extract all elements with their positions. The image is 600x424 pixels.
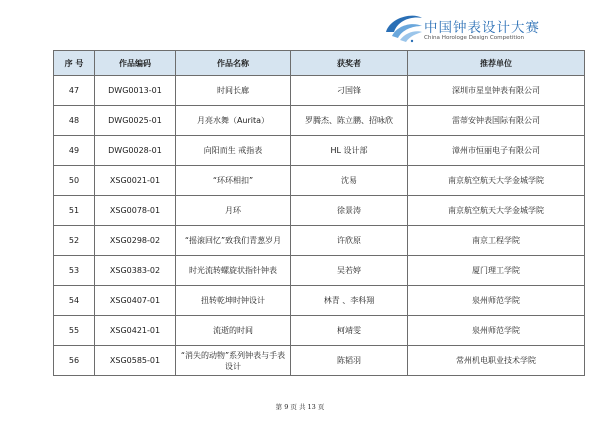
cell-code: XSG0421-01 [95, 316, 176, 346]
header-unit: 推荐单位 [408, 51, 585, 76]
cell-name: “摇滚回忆”致我们青葱岁月 [176, 226, 291, 256]
cell-winner: HL 设计部 [291, 136, 408, 166]
cell-winner: 刁国锋 [291, 76, 408, 106]
cell-code: XSG0298-02 [95, 226, 176, 256]
cell-name: 向阳而生 戒指表 [176, 136, 291, 166]
award-table [53, 50, 585, 376]
cell-name: 扭转乾坤时钟设计 [176, 286, 291, 316]
cell-no: 56 [54, 346, 95, 376]
cell-no: 51 [54, 196, 95, 226]
cell-unit: 常州机电职业技术学院 [408, 346, 585, 376]
cell-code: XSG0021-01 [95, 166, 176, 196]
table-row [54, 136, 585, 166]
table-row [54, 346, 585, 376]
table-row [54, 316, 585, 346]
swirl-logo-icon [382, 10, 426, 46]
cell-unit: 南京航空航天大学金城学院 [408, 196, 585, 226]
cell-winner: 吴若婷 [291, 256, 408, 286]
cell-name: “消失的动物”系列钟表与手表设计 [176, 346, 291, 376]
cell-no: 48 [54, 106, 95, 136]
cell-no: 55 [54, 316, 95, 346]
cell-unit: 泉州师范学院 [408, 286, 585, 316]
table-header-row [54, 51, 585, 76]
cell-code: XSG0383-02 [95, 256, 176, 286]
cell-winner: 陈韬羽 [291, 346, 408, 376]
page-number: 第 9 页 共 13 页 [275, 403, 325, 411]
cell-unit: 漳州市恒丽电子有限公司 [408, 136, 585, 166]
table-row [54, 226, 585, 256]
cell-name: 月环 [176, 196, 291, 226]
table-row [54, 286, 585, 316]
cell-name: 时间长廊 [176, 76, 291, 106]
cell-unit: 深圳市星皇钟表有限公司 [408, 76, 585, 106]
cell-unit: 南京工程学院 [408, 226, 585, 256]
header-no: 序 号 [54, 51, 95, 76]
table-row [54, 76, 585, 106]
cell-name: 流逝的时间 [176, 316, 291, 346]
cell-winner: 柯靖雯 [291, 316, 408, 346]
cell-no: 54 [54, 286, 95, 316]
logo-title-cn: 中国钟表设计大赛 [424, 20, 540, 36]
cell-winner: 许欣原 [291, 226, 408, 256]
cell-code: XSG0078-01 [95, 196, 176, 226]
competition-logo [382, 10, 582, 46]
cell-code: DWG0013-01 [95, 76, 176, 106]
cell-name: 月亮水舞（Aurita） [176, 106, 291, 136]
cell-name: “环环相扣” [176, 166, 291, 196]
cell-code: DWG0028-01 [95, 136, 176, 166]
table-row [54, 166, 585, 196]
cell-winner: 罗腾杰、陈立鹏、招咏欣 [291, 106, 408, 136]
cell-no: 50 [54, 166, 95, 196]
cell-name: 时光流转螺旋状指针钟表 [176, 256, 291, 286]
header-name: 作品名称 [176, 51, 291, 76]
cell-no: 52 [54, 226, 95, 256]
cell-winner: 徐景涛 [291, 196, 408, 226]
cell-winner: 林青 、李科翔 [291, 286, 408, 316]
table-row [54, 196, 585, 226]
cell-winner: 沈易 [291, 166, 408, 196]
table-row [54, 256, 585, 286]
cell-no: 49 [54, 136, 95, 166]
cell-no: 53 [54, 256, 95, 286]
logo-title-en: China Horologe Design Competition [424, 35, 525, 41]
cell-unit: 厦门理工学院 [408, 256, 585, 286]
table-row [54, 106, 585, 136]
cell-unit: 泉州师范学院 [408, 316, 585, 346]
cell-unit: 雷蒂安钟表国际有限公司 [408, 106, 585, 136]
cell-code: XSG0407-01 [95, 286, 176, 316]
cell-no: 47 [54, 76, 95, 106]
cell-unit: 南京航空航天大学金城学院 [408, 166, 585, 196]
header-winner: 获奖者 [291, 51, 408, 76]
cell-code: XSG0585-01 [95, 346, 176, 376]
cell-code: DWG0025-01 [95, 106, 176, 136]
header-code: 作品编码 [95, 51, 176, 76]
